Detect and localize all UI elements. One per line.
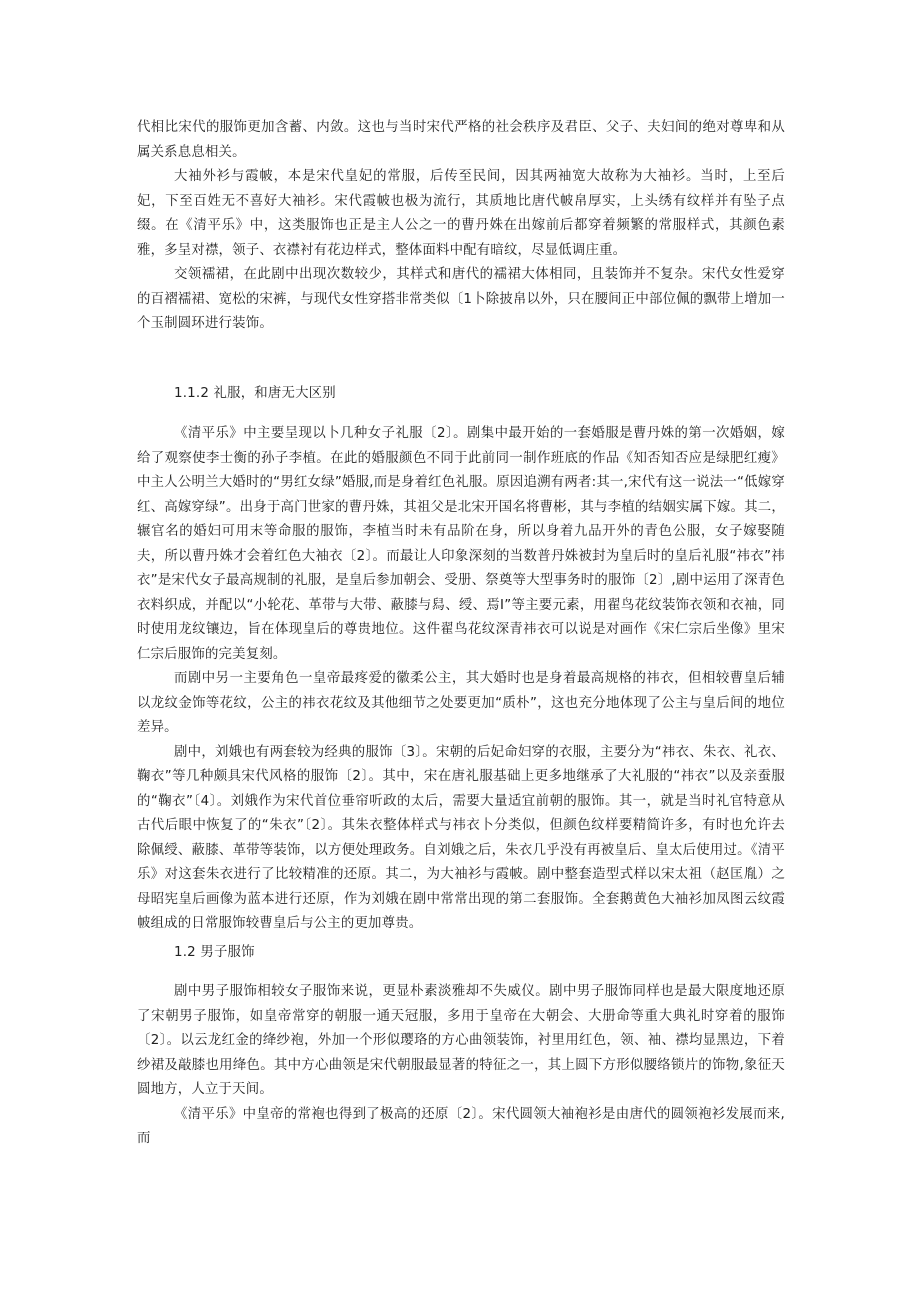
text-block-intro [137, 116, 785, 337]
paragraph: 剧中男子服饰相较女子服饰来说，更显朴素淡雅却不失威仪。剧中男子服饰同样也是最大限度地还原了宋朝男子服饰，如皇帝常穿的朝服一通天冠服，多用于皇帝在大朝会、大册命等重大典礼时穿着的服饰〔2〕。以云龙红金的绛纱袍，外加一个形似璎珞的方心曲领装饰，衬里用红色，领、袖、襟均显黑边，下着纱裙及敲膝也用绛色。其中方心曲领是宋代朝服最显著的特征之一，其上圆下方形似腰络锁片的饰物,象征天圆地方，人立于天间。 [137, 984, 785, 1097]
paragraph: 而剧中另一主要角色一皇帝最疼爱的徽柔公主，其大婚时也是身着最高规格的祎衣，但相较曹皇后辅以龙纹金饰等花纹，公主的祎衣花纹及其他细节之处要更加“质朴”，这也充分地体现了公主与皇后间的地位差异。 [137, 671, 785, 735]
text-block-mens-clothing [137, 980, 785, 1152]
paragraph: 剧中，刘娥也有两套较为经典的服饰〔3〕。宋朝的后妃命妇穿的衣服，主要分为“祎衣、朱衣、礼衣、鞠衣”等几种颇具宋代风格的服饰〔2〕。其中，宋在唐礼服基础上更多地继承了大礼服的“祎衣”以及亲蚕服的“鞠衣”〔4〕。刘娥作为宋代首位垂帘听政的太后，需要大量适宜前朝的服饰。其一，就是当时礼官特意从古代后眼中恢复了的“朱衣”〔2〕。其朱衣整体样式与祎衣卜分类似，但颜色纹样要精简许多，有时也允许去除佩绶、蔽膝、革带等装饰，以方便处理政务。自刘娥之后，朱衣几乎没有再被皇后、皇太后使用过。《清平乐》对这套朱衣进行了比较精准的还原。其二，为大袖衫与霞帔。剧中整套造型式样以宋太祖（赵匡胤）之母昭宪皇后画像为蓝本进行还原，作为刘娥在剧中常常出现的第二套服饰。全套鹅黄色大袖衫加凤图云纹霞帔组成的日常服饰较曹皇后与公主的更加尊贵。 [137, 744, 785, 931]
paragraph: 大袖外衫与霞帔，本是宋代皇妃的常服，后传至民间，因其两袖宽大故称为大袖衫。当时，上至后妃，下至百姓无不喜好大袖衫。宋代霞帔也极为流行，其质地比唐代帔帛厚实，上头绣有纹样并有坠子点缀。在《清平乐》中，这类服饰也正是主人公之一的曹丹姝在出嫁前后都穿着频繁的常服样式，其颜色素雅，多呈对襟，领子、衣襟衬有花边样式，整体面料中配有暗纹，尽显低调庄重。 [137, 169, 785, 258]
section-heading-ceremonial-dress: 1.1.2 礼服，和唐无大区别 [174, 386, 336, 401]
paragraph: 交领襦裙，在此剧中出现次数较少，其样式和唐代的襦裙大体相同，且装饰并不复杂。宋代女性爱穿的百褶襦裙、宽松的宋裤，与现代女性穿搭非常类似〔1卜除披帛以外，只在腰间正中部位佩的飘带上增加一个玉制圆环进行装饰。 [137, 267, 785, 331]
paragraph: 代相比宋代的服饰更加含蓄、内敛。这也与当时宋代严格的社会秩序及君臣、父子、夫妇间的绝对尊卑和从属关系息息相关。 [137, 120, 785, 160]
text-block-ceremonial-dress [137, 422, 785, 937]
paragraph: 《清平乐》中皇帝的常袍也得到了极高的还原〔2〕。宋代圆领大袖袍衫是由唐代的圆领袍衫发展而来,而 [137, 1106, 785, 1146]
paragraph: 《清平乐》中主要呈现以卜几种女子礼服〔2〕。剧集中最开始的一套婚服是曹丹姝的第一次婚姻，嫁给了观察使李士衡的孙子李植。在此的婚服颜色不同于此前同一制作班底的作品《知否知否应是绿肥红瘦》中主人公明兰大婚时的“男红女绿”婚服,而是身着红色礼服。原因追溯有两者:其一,宋代有这一说法一“低嫁穿红、高嫁穿绿”。出身于高门世家的曹丹姝，其祖父是北宋开国名将曹彬，其与李植的结姻实属下嫁。其二，辗官名的婚妇可用末等命服的服饰，李植当时未有品阶在身，所以身着九品开外的青色公服，女子嫁娶随夫，所以曹丹姝才会着红色大袖衣〔2〕。而最让人印象深刻的当数普丹姝被封为皇后时的皇后礼服“祎衣”祎衣”是宋代女子最高规制的礼服，是皇后参加朝会、受册、祭奠等大型事务时的服饰〔2〕,剧中运用了深青色衣料织成，并配以“小轮花、革带与大带、蔽膝与舄、绶、焉Ⅰ”等主要元素，用翟鸟花纹装饰衣领和衣袖，同时使用龙纹镶边，旨在体现皇后的尊贵地位。这件翟鸟花纹深青祎衣可以说是对画作《宋仁宗后坐像》里宋仁宗后服饰的完美复刻。 [137, 426, 785, 662]
section-heading-mens-clothing: 1.2 男子服饰 [174, 945, 255, 960]
